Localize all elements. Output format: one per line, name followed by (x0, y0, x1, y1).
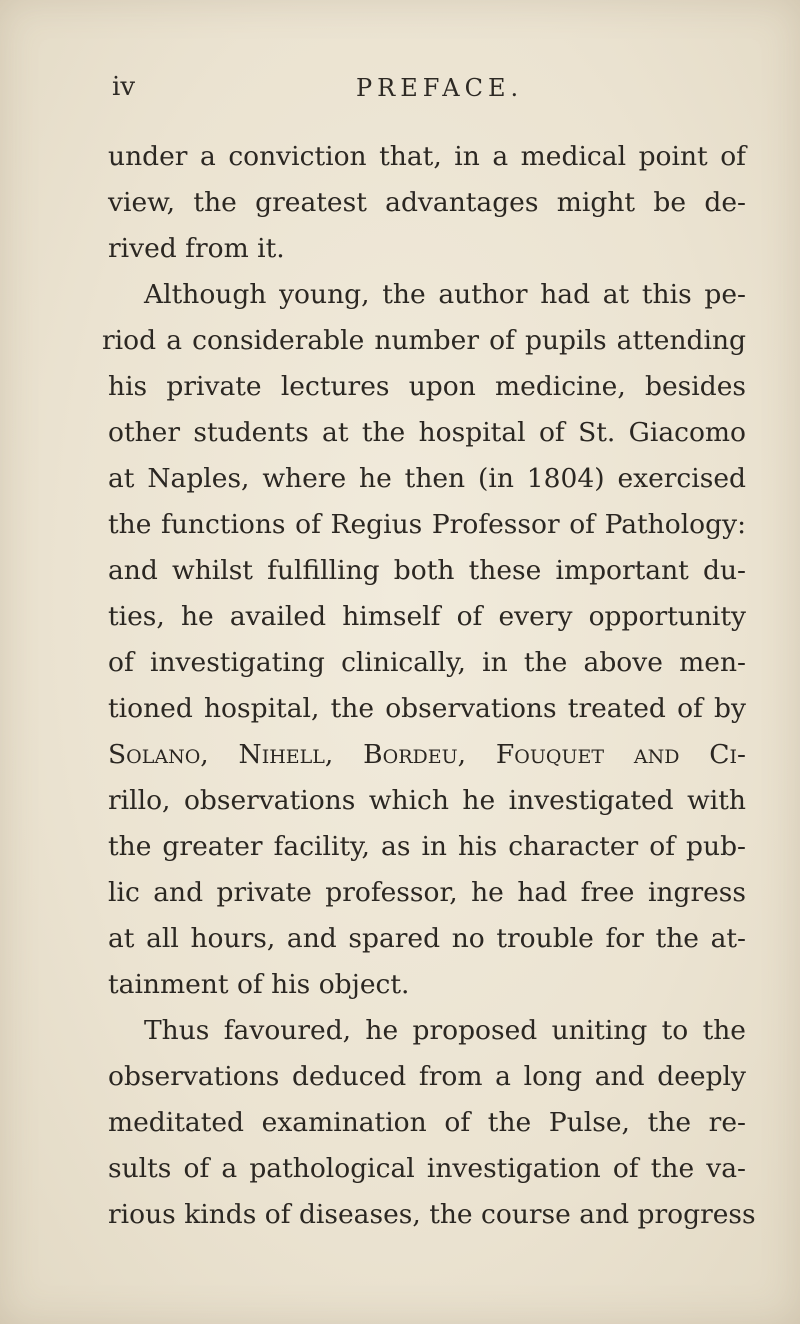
page-header (112, 68, 742, 108)
text-line: the functions of Regius Professor of Pathology: (108, 509, 746, 540)
text-line: and whilst fulfilling both these important du- (108, 555, 746, 586)
text-line: rived from it. (108, 233, 285, 264)
text-line: at Naples, where he then (in 1804) exercised (108, 463, 746, 494)
text-line: tioned hospital, the observations treated of by (108, 693, 746, 724)
text-line: observations deduced from a long and deeply (108, 1061, 746, 1092)
text-line: view, the greatest advantages might be de- (108, 187, 746, 218)
body-text (102, 134, 756, 1238)
text-line-names: Solano, Nihell, Bordeu, Fouquet and Ci- (108, 739, 746, 770)
text-line: tainment of his object. (108, 969, 410, 1000)
text-line: other students at the hospital of St. Giacomo (108, 417, 746, 448)
paragraph-start-line: Although young, the author had at this pe- (144, 279, 746, 310)
text-line: rious kinds of diseases, the course and progress (108, 1199, 756, 1230)
text-line: sults of a pathological investigation of the va- (108, 1153, 746, 1184)
page-number: iv (112, 72, 136, 102)
text-line: riod a considerable number of pupils attending (102, 325, 746, 356)
text-line: ties, he availed himself of every opportunity (108, 601, 746, 632)
text-line: under a conviction that, in a medical point of (108, 141, 746, 172)
text-line: his private lectures upon medicine, besides (108, 371, 746, 402)
text-line: meditated examination of the Pulse, the re- (108, 1107, 746, 1138)
text-line: rillo, observations which he investigated with (108, 785, 746, 816)
text-line: lic and private professor, he had free ingress (108, 877, 746, 908)
paragraph-start-line: Thus favoured, he proposed uniting to the (144, 1015, 746, 1046)
text-line: of investigating clinically, in the above men- (108, 647, 746, 678)
text-line: the greater facility, as in his character of pub- (108, 831, 746, 862)
text-line: at all hours, and spared no trouble for the at- (108, 923, 746, 954)
running-head: PREFACE. (356, 74, 524, 102)
